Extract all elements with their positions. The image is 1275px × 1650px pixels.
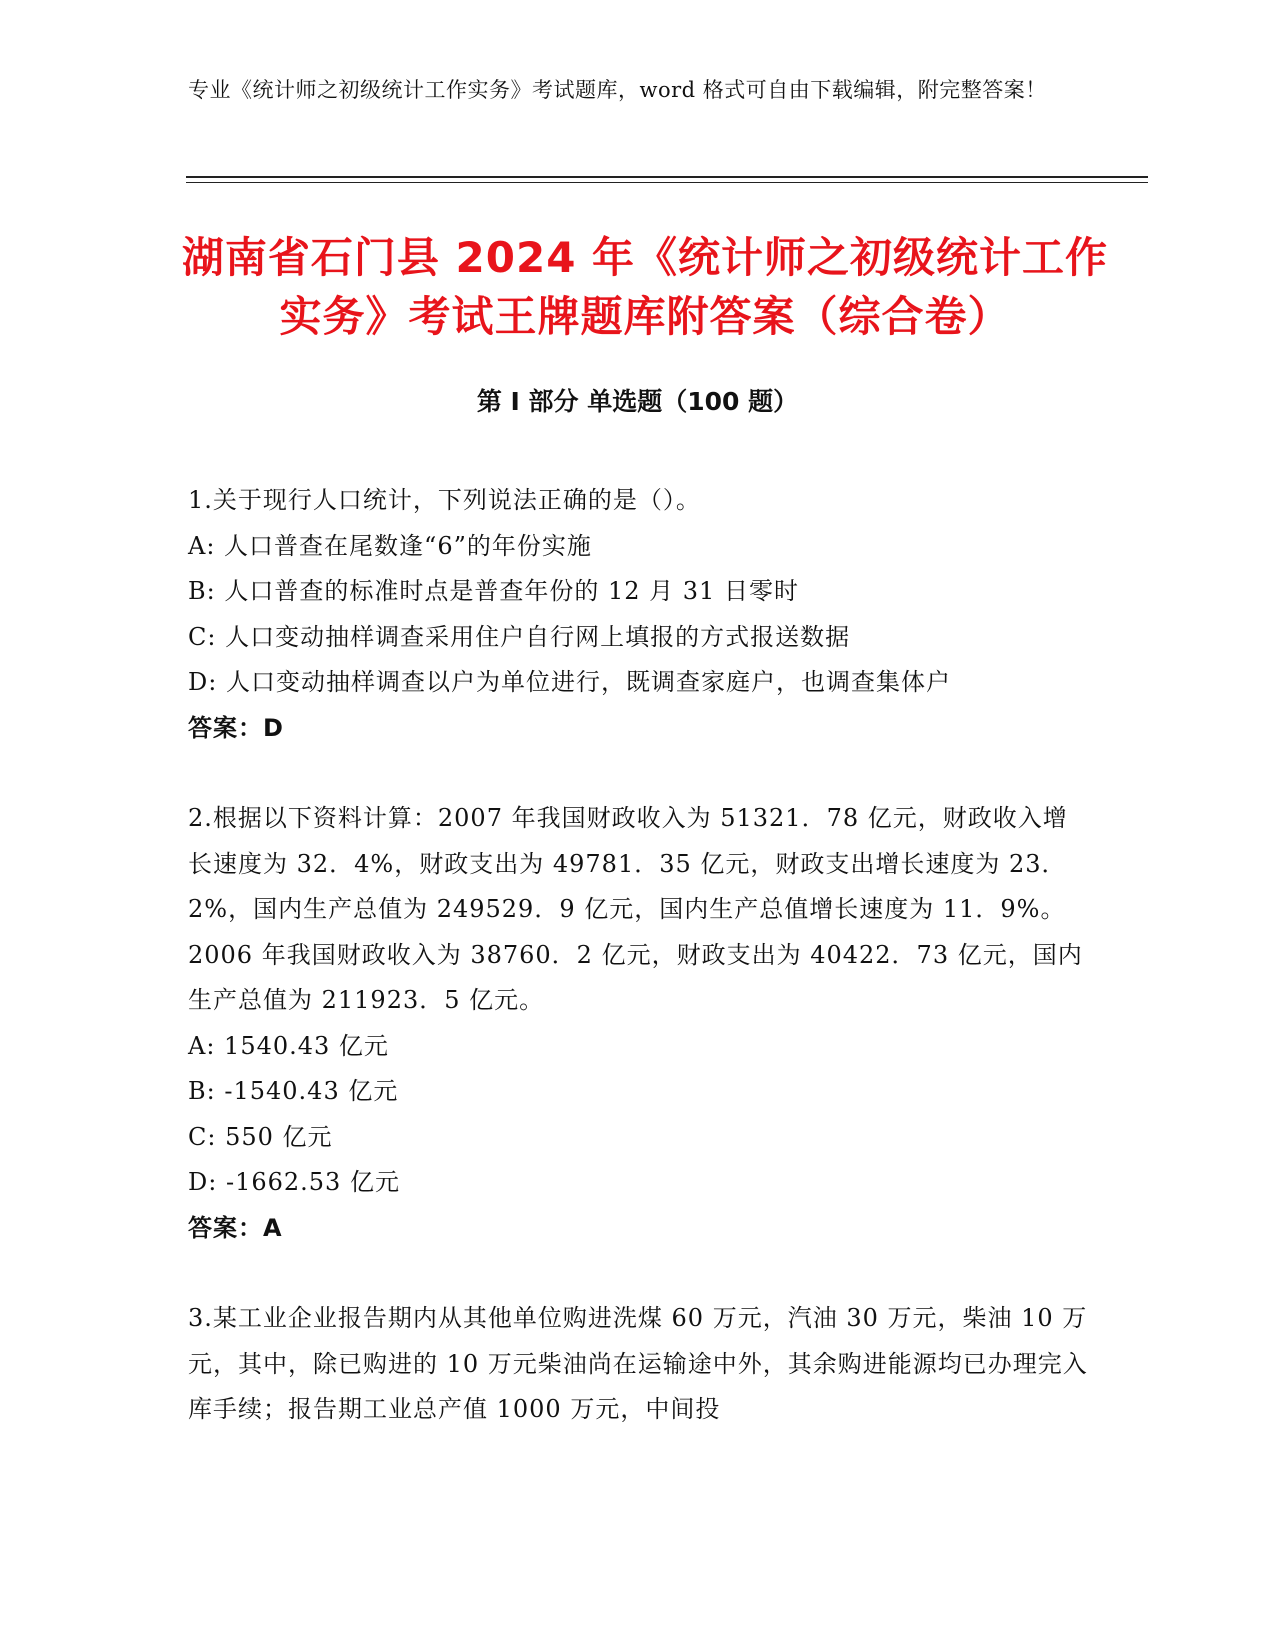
header-note: 专业《统计师之初级统计工作实务》考试题库，word 格式可自由下载编辑，附完整答案！ <box>188 78 1047 102</box>
answer-label: 答案：A <box>188 1213 283 1242</box>
question-stem: 2.根据以下资料计算：2007 年我国财政收入为 51321．78 亿元，财政收入增长速度为 32．4%，财政支出为 49781．35 亿元，财政支出增长速度为 23．2%，国内生产总值为 249529．9 亿元，国内生产总值增长速度为 11．9%。2006 年我国财政收入为 38760．2 亿元，财政支出为 40422．73 亿元，国内生产总值为 211923．5 亿元。 <box>188 804 1083 1014</box>
option-d: D: -1662.53 亿元 <box>188 1168 400 1196</box>
answer-label: 答案：D <box>188 713 284 742</box>
option-c: C: 550 亿元 <box>188 1122 333 1151</box>
option-b: B: -1540.43 亿元 <box>188 1077 399 1105</box>
section-title: 第 I 部分 单选题（100 题） <box>476 387 799 416</box>
question-stem: 3.某工业企业报告期内从其他单位购进洗煤 60 万元，汽油 30 万元，柴油 10 万元，其中，除已购进的 10 万元柴油尚在运输途中外，其余购进能源均已办理完入库手续；报告期工业总产值 1000 万元，中间投 <box>188 1304 1088 1423</box>
option-a: A: 人口普查在尾数逢“6”的年份实施 <box>188 531 592 560</box>
document-title: 湖南省石门县 2024 年《统计师之初级统计工作实务》考试王牌题库附答案（综合卷） <box>181 233 1109 341</box>
question-1 <box>188 478 1088 751</box>
option-c: C: 人口变动抽样调查采用住户自行网上填报的方式报送数据 <box>188 622 851 651</box>
question-list <box>188 478 1088 1478</box>
option-d: D: 人口变动抽样调查以户为单位进行，既调查家庭户，也调查集体户 <box>188 668 951 696</box>
header-divider-thick <box>186 176 1148 178</box>
question-3 <box>188 1296 1088 1433</box>
option-b: B: 人口普查的标准时点是普查年份的 12 月 31 日零时 <box>188 577 799 605</box>
option-a: A: 1540.43 亿元 <box>188 1031 389 1060</box>
question-2 <box>188 796 1088 1251</box>
question-stem: 1.关于现行人口统计，下列说法正确的是（）。 <box>188 486 701 514</box>
header-divider-thin <box>186 182 1148 183</box>
